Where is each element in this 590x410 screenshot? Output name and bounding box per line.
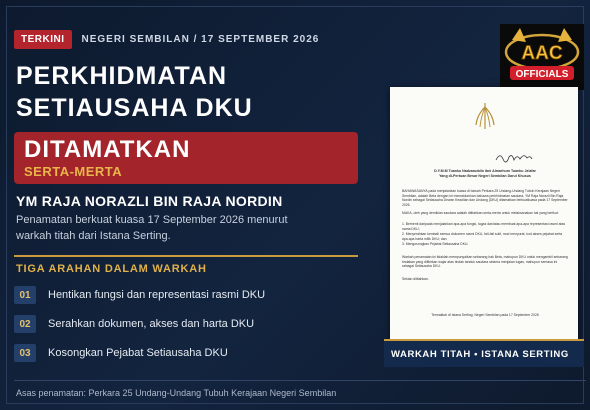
- status-banner: [14, 132, 358, 184]
- document-paragraph-2: MAKA, oleh yang demikian saudara adalah dititahkan serta-merta untuk melaksanakan hal yang berikut:: [402, 211, 559, 215]
- directives-title: TIGA ARAHAN DALAM WARKAH: [16, 263, 207, 275]
- royal-crest-icon: [473, 101, 497, 131]
- directives-list: [14, 285, 364, 372]
- signatory-line-2: Yang di-Pertuan Besar Negeri Sembilan Darul Khusus: [439, 174, 531, 178]
- caption-text: WARKAH TITAH • ISTANA SERTING: [391, 348, 569, 360]
- document-item-1: 1. Berhenti daripada menjalankan apa-apa fungsi, tugas dan/atau membuat apa-apa representasi rasmi atas nama DKU;: [402, 222, 566, 231]
- svg-text:OFFICIALS: OFFICIALS: [515, 69, 569, 80]
- step-text: Serahkan dokumen, akses dan harta DKU: [48, 318, 255, 330]
- list-item: [14, 343, 364, 363]
- step-text: Hentikan fungsi dan representasi rasmi DKU: [48, 289, 266, 301]
- step-number: 02: [14, 315, 36, 333]
- divider: [14, 255, 358, 257]
- list-item: [14, 285, 364, 305]
- headline: [16, 60, 376, 124]
- document-item-2: 2. Menyerahkan kembali semua dokumen rasmi DKU, fail-fail sulit, mod menyurat, kod akses pejabat serta apa-apa harta milik DKU; dan: [402, 232, 563, 241]
- signature-icon: [494, 151, 534, 163]
- decree-document: [390, 87, 578, 339]
- signatory-line-1: D.Y.M.M Tuanku Nadzaruddin ibni Almarhum Tuanku Ja'afar: [434, 169, 536, 173]
- status-main: DITAMATKAN: [24, 136, 191, 163]
- footer-basis: Asas penamatan: Perkara 25 Undang-Undang Tubuh Kerajaan Negeri Sembilan: [16, 388, 337, 398]
- document-paragraph-3: Warkah penamatan ini tidaklah mempunyaikan sebarang hak Beta, mahupun DKU untuk mengambil sebarang tindakan yang difikirkan wajar atas tindak tanduk saudara selama menjalan tugas, mahupun semasa ini sebagai Setiausaha DKU.: [402, 255, 568, 269]
- step-number: 01: [14, 286, 36, 304]
- list-item: [14, 314, 364, 334]
- headline-line-2: SETIAUSAHA DKU: [16, 94, 253, 122]
- document-item-3: 3. Mengosongkan Pejabat Setiausaha DKU.: [402, 242, 469, 246]
- document-paragraph-4: Sekian dititahkan.: [402, 277, 429, 281]
- headline-line-1: PERKHIDMATAN: [16, 62, 228, 90]
- step-text: Kosongkan Pejabat Setiausaha DKU: [48, 347, 228, 359]
- top-line: [14, 30, 319, 49]
- person-name: YM RAJA NORAZLI BIN RAJA NORDIN: [16, 193, 283, 209]
- dateline: NEGERI SEMBILAN / 17 SEPTEMBER 2026: [81, 34, 320, 45]
- step-number: 03: [14, 344, 36, 362]
- document-paragraph-5: Termaktub di Istana Serting, Negeri Sembilan pada 17 September 2026: [431, 313, 539, 317]
- person-description: Penamatan berkuat kuasa 17 September 2026 menurut warkah titah dari Istana Serting.: [16, 214, 288, 242]
- document-caption: [384, 339, 584, 367]
- aac-officials-logo: [500, 24, 584, 90]
- svg-text:AAC: AAC: [521, 43, 563, 64]
- status-sub: SERTA-MERTA: [24, 164, 123, 179]
- footer-divider: [14, 380, 586, 381]
- breaking-tag: TERKINI: [14, 30, 72, 49]
- document-paragraph-1: BAHAWASANYA pada menjalankan kuasa di bawah Perkara 25 Undang-Undang Tubuh Kerajaan Negeri Sembilan, adalah Beta dengan ini memaklumkan bahawa perkhidmatan saudara, YM Raja Norazli Bin Raja Nordin sebagai Setiausaha Dewan Keadilan dan Undang (DKU) ditamatkan berkuatkuasa pada 17 September 2026.: [402, 189, 568, 207]
